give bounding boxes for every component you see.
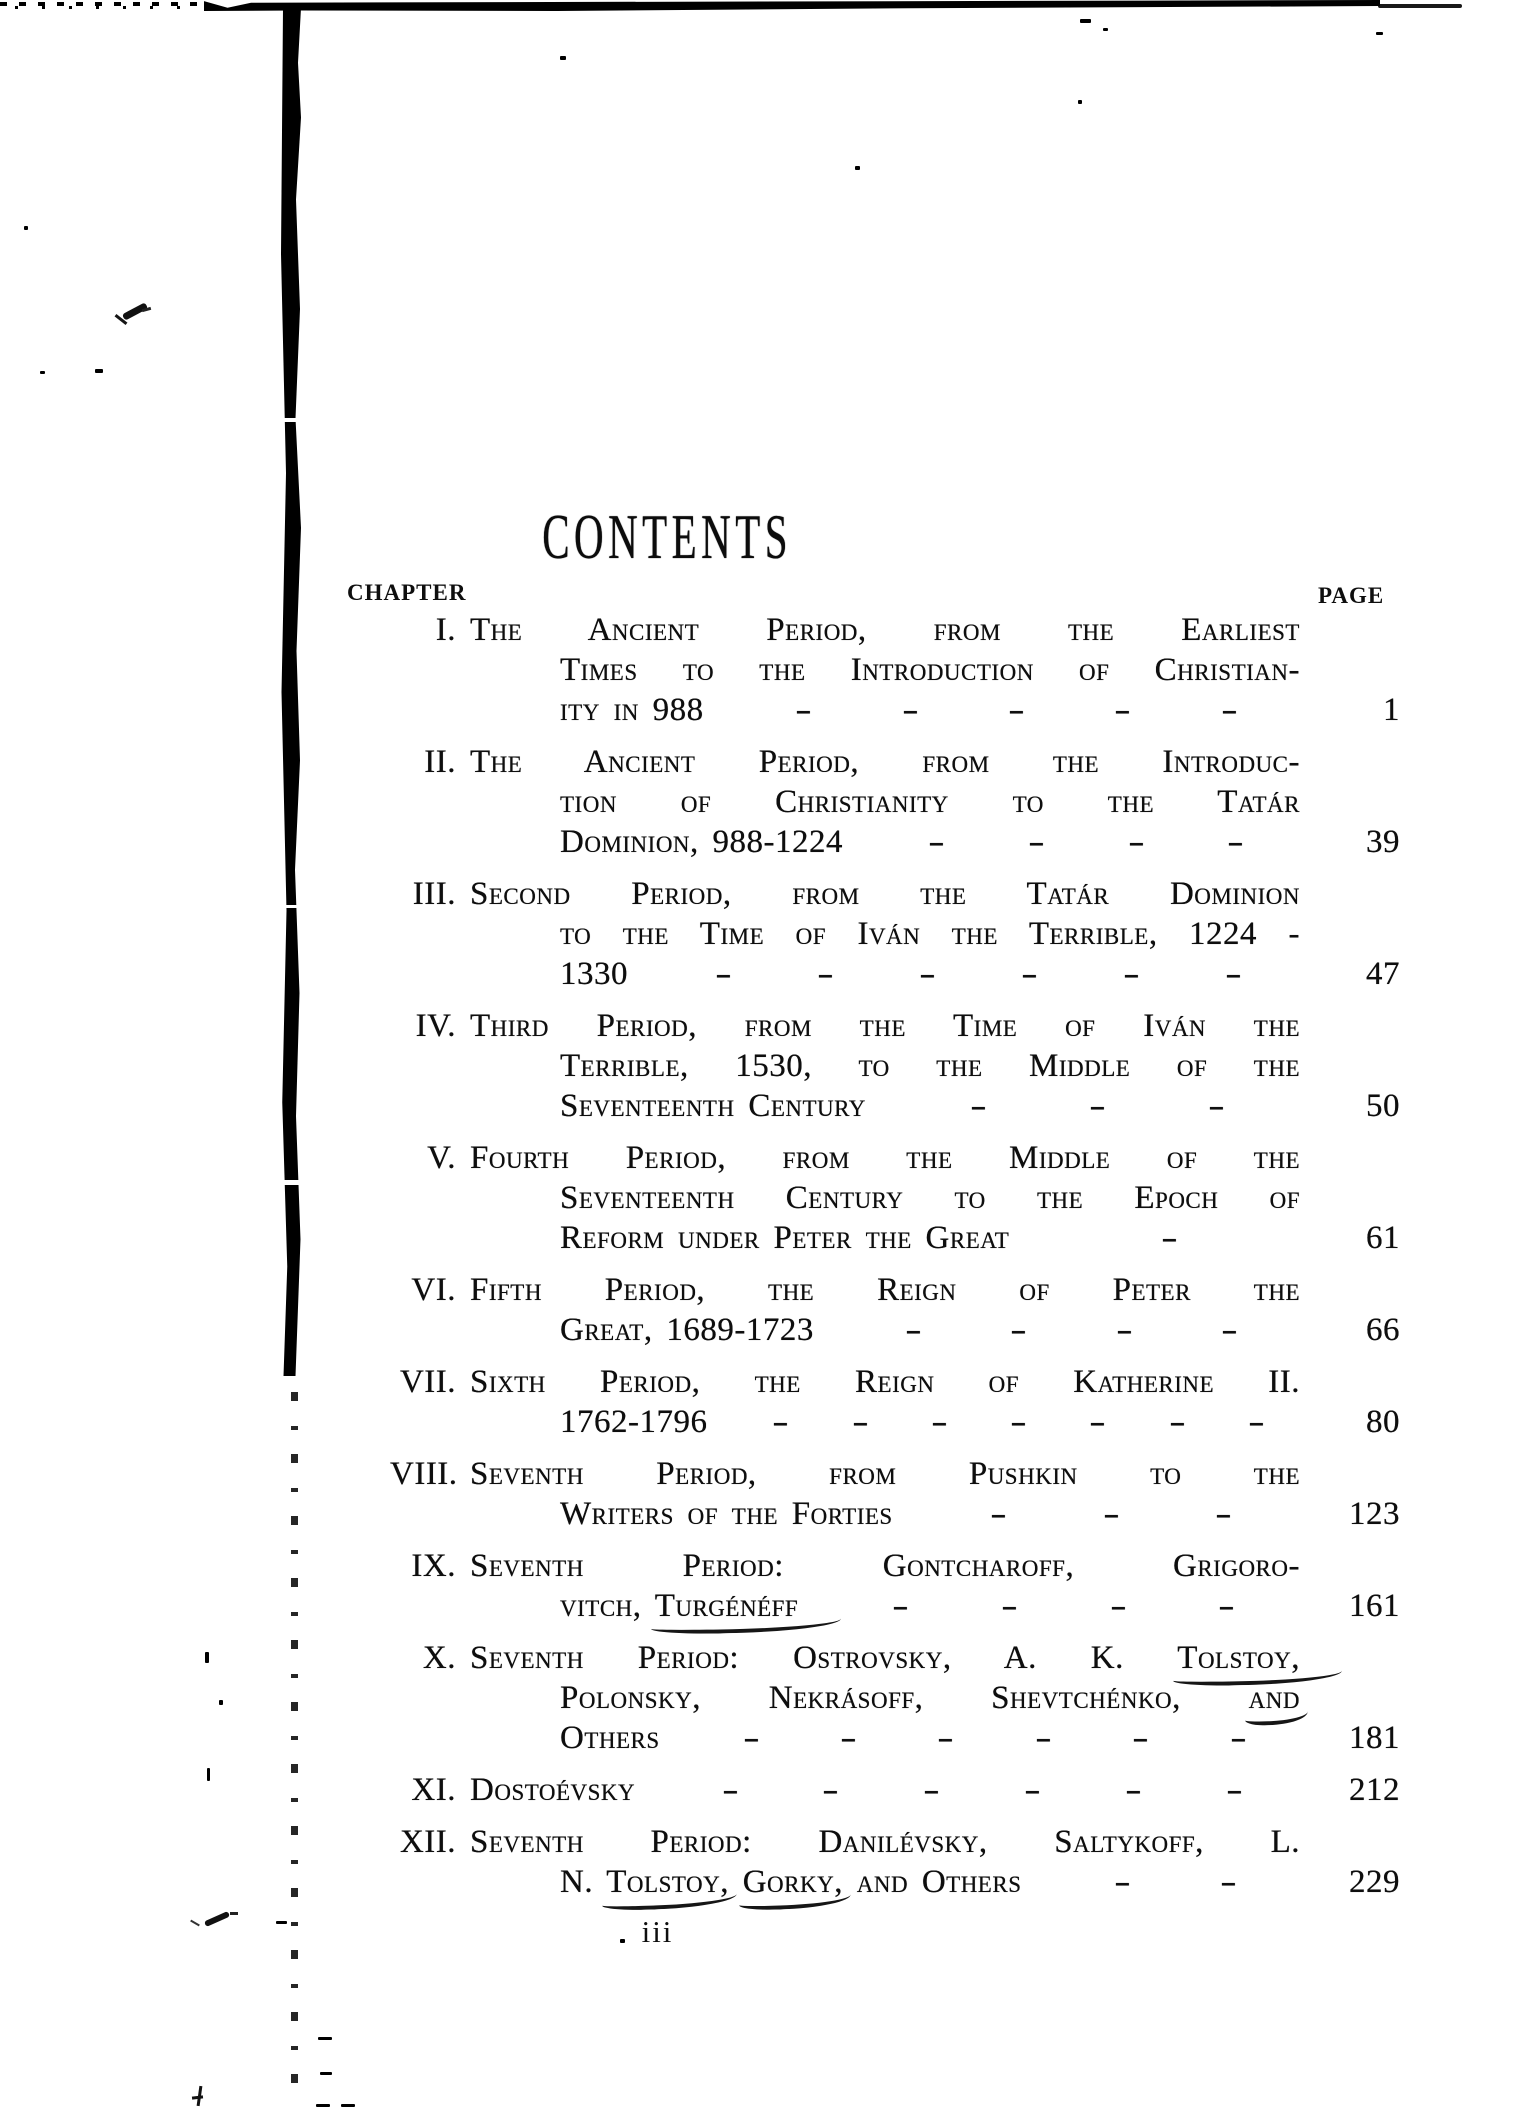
toc-line-text (470, 1454, 1300, 1494)
toc-line-text (560, 1218, 1009, 1258)
entry-page-number: 50 (1366, 1088, 1400, 1124)
entry-page-number: 229 (1349, 1864, 1400, 1900)
leader-dash: - (1221, 1312, 1239, 1348)
text-segment: N. (560, 1864, 607, 1900)
text-segment: Second Period, from the Tatár Dominion (470, 876, 1300, 912)
toc-line-text (470, 742, 1300, 782)
chapter-numeral: X. (422, 1640, 456, 1676)
leader-dash: - (1008, 692, 1026, 728)
toc-entry (390, 610, 1400, 730)
dash-leader (1009, 1218, 1330, 1258)
toc-line (390, 1362, 1400, 1402)
toc-line-text (470, 1546, 1300, 1586)
toc-line (390, 1270, 1400, 1310)
leader-dash: - (795, 692, 813, 728)
text-segment: The Ancient Period, from the Earliest (470, 612, 1300, 648)
ink-speck (316, 2104, 330, 2107)
entry-page-number: 1 (1383, 692, 1400, 728)
leader-dash: - (1132, 1720, 1150, 1756)
leader-dash: - (822, 1772, 840, 1808)
dash-leader (843, 822, 1330, 862)
pencil-underlined-text: and (1248, 1680, 1300, 1716)
text-segment: Dominion, 988-1224 (560, 824, 844, 860)
toc-line (390, 1138, 1400, 1178)
toc-line (390, 954, 1400, 994)
toc-line (390, 610, 1400, 650)
ink-speck (95, 369, 103, 373)
leader-dash: - (970, 1088, 988, 1124)
binding-gutter-gap (276, 1180, 302, 1185)
toc-line-text (470, 1770, 635, 1810)
toc-line (390, 1218, 1400, 1258)
text-segment: Sixth Period, the Reign of Katherine II. (470, 1364, 1300, 1400)
toc-line (390, 1046, 1400, 1086)
toc-line (390, 1310, 1400, 1350)
toc-line-text (470, 1362, 1300, 1402)
text-segment: Fifth Period, the Reign of Peter the (470, 1272, 1300, 1308)
pencil-corner-mark (192, 2086, 204, 2110)
chapter-numeral: VI. (411, 1272, 456, 1308)
chapter-numeral: XII. (399, 1824, 456, 1860)
dash-leader (660, 1718, 1330, 1758)
toc-entry (390, 1822, 1400, 1902)
chapter-numeral: IV. (415, 1008, 456, 1044)
toc-line (390, 874, 1400, 914)
ink-speck (207, 1768, 210, 1781)
toc-line (390, 914, 1400, 954)
toc-entry (390, 1546, 1400, 1626)
text-segment: Writers of the Forties (560, 1496, 893, 1532)
leader-dash: - (1214, 1496, 1233, 1532)
text-segment: ity in 988 (560, 692, 704, 728)
text-segment: Times to the Introduction of Christian- (560, 652, 1300, 688)
ink-speck (205, 1652, 209, 1663)
toc-line-text (470, 1006, 1300, 1046)
leader-dash: - (901, 692, 920, 728)
chapter-numeral: VII. (399, 1364, 456, 1400)
ink-speck (320, 2072, 332, 2075)
text-segment: Seventh Period: Ostrovsky, A. K. (470, 1640, 1178, 1676)
ink-speck (560, 56, 566, 60)
text-segment: Great, 1689-1723 (560, 1312, 814, 1348)
toc-line (390, 822, 1400, 862)
chapter-column-label: CHAPTER (347, 580, 467, 605)
text-segment: The Ancient Period, from the Introduc- (470, 744, 1300, 780)
toc-line-text (560, 1718, 660, 1758)
leader-dash: - (937, 1720, 955, 1756)
dash-leader (893, 1494, 1330, 1534)
leader-dash: - (1226, 1772, 1244, 1808)
leader-dash: - (1127, 824, 1145, 860)
toc-entry (390, 1770, 1400, 1810)
toc-line-text (560, 650, 1300, 690)
toc-line (390, 1678, 1400, 1718)
text-segment: to the Time of Iván the Terrible, 1224 - (560, 916, 1300, 952)
leader-dash: - (928, 824, 946, 860)
text-segment: Others (560, 1720, 660, 1756)
text-segment: and Others (842, 1864, 1022, 1900)
text-segment: Seventeenth Century to the Epoch of (560, 1180, 1300, 1216)
toc-line (390, 1718, 1400, 1758)
leader-dash: - (1028, 824, 1046, 860)
leader-dash: - (851, 1404, 869, 1440)
toc-line-text (470, 610, 1300, 650)
dash-leader (628, 954, 1330, 994)
toc-line-text (470, 874, 1300, 914)
toc-line (390, 1178, 1400, 1218)
text-segment: 1762-1796 (560, 1404, 708, 1440)
text-segment: Seventeenth Century (560, 1088, 866, 1124)
leader-dash: - (904, 1312, 923, 1348)
toc-entry (390, 1638, 1400, 1758)
leader-dash: - (1113, 1864, 1132, 1900)
leader-dash: - (930, 1404, 949, 1440)
scan-top-edge-speckles (0, 2, 208, 11)
toc-line-text (470, 1822, 1300, 1862)
leader-dash: - (1218, 1588, 1236, 1624)
toc-line-text (560, 1862, 1022, 1902)
leader-dash: - (1089, 1088, 1107, 1124)
leader-dash: - (1220, 1864, 1238, 1900)
toc-line (390, 1862, 1400, 1902)
scan-top-edge-bar (204, 0, 1380, 11)
leader-dash: - (1123, 956, 1141, 992)
chapter-numeral: V. (427, 1140, 456, 1176)
ink-speck (1078, 100, 1082, 104)
entry-page-number: 61 (1366, 1220, 1400, 1256)
binding-gutter-gap (276, 905, 302, 908)
toc-line-text (560, 914, 1300, 954)
toc-line-text (470, 1270, 1300, 1310)
chapter-numeral: I. (435, 612, 456, 648)
toc-line-text (560, 1586, 798, 1626)
toc-entry (390, 1454, 1400, 1534)
leader-dash: - (1010, 1312, 1028, 1348)
dash-leader (704, 690, 1330, 730)
ink-speck (318, 2037, 332, 2040)
leader-dash: - (1161, 1220, 1179, 1256)
toc-line (390, 1586, 1400, 1626)
toc-entry (390, 874, 1400, 994)
pencil-check-mark (112, 302, 148, 336)
toc-line-text (470, 1638, 1300, 1678)
toc-line-text (560, 1046, 1300, 1086)
ink-speck (1080, 19, 1091, 23)
leader-dash: - (1109, 1588, 1128, 1624)
chapter-numeral: XI. (411, 1772, 456, 1808)
leader-dash: - (1116, 1312, 1134, 1348)
toc-line (390, 1006, 1400, 1046)
page-title: CONTENTS (542, 501, 792, 572)
pencil-underlined-text: Turgénéff (654, 1588, 799, 1624)
toc-line (390, 1086, 1400, 1126)
dash-leader (866, 1086, 1330, 1126)
dash-leader (1022, 1862, 1331, 1902)
leader-dash: - (1247, 1404, 1266, 1440)
leader-dash: - (1114, 692, 1132, 728)
toc-entry (390, 1270, 1400, 1350)
toc-line (390, 1402, 1400, 1442)
text-segment: Third Period, from the Time of Iván the (470, 1008, 1300, 1044)
leader-dash: - (715, 956, 733, 992)
toc-line-text (560, 1178, 1300, 1218)
ink-speck (855, 166, 860, 170)
leader-dash: - (1024, 1772, 1042, 1808)
leader-dash: - (817, 956, 835, 992)
toc-line-text (560, 954, 628, 994)
leader-dash: - (1168, 1404, 1186, 1440)
toc-entries (390, 610, 1400, 1914)
ink-speck (219, 1700, 223, 1705)
leader-dash: - (1125, 1772, 1143, 1808)
toc-line (390, 690, 1400, 730)
entry-page-number: 47 (1366, 956, 1400, 992)
folio-page-number: iii (641, 1914, 674, 1949)
toc-line (390, 782, 1400, 822)
pencil-underlined-text: Gorky, (742, 1864, 843, 1900)
leader-dash: - (1001, 1588, 1019, 1624)
pencil-underlined-text: Tolstoy, (1177, 1640, 1300, 1676)
ink-speck (24, 226, 28, 230)
dash-leader (814, 1310, 1330, 1350)
dash-leader (708, 1402, 1331, 1442)
leader-dash: - (1089, 1404, 1107, 1440)
toc-line-text (560, 1402, 708, 1442)
leader-dash: - (919, 956, 937, 992)
text-segment: 1330 (560, 956, 628, 992)
entry-page-number: 66 (1366, 1312, 1400, 1348)
toc-line-text (560, 1494, 893, 1534)
leader-dash: - (1225, 956, 1243, 992)
leader-dash: - (772, 1404, 790, 1440)
toc-line (390, 742, 1400, 782)
toc-line-text (560, 822, 843, 862)
chapter-numeral: VIII. (390, 1456, 458, 1492)
leader-dash: - (1220, 692, 1239, 728)
text-segment: Dostoévsky (470, 1772, 636, 1808)
leader-dash: - (1208, 1088, 1226, 1124)
leader-dash: - (1034, 1720, 1053, 1756)
text-segment: vitch, (560, 1588, 655, 1624)
toc-line (390, 1454, 1400, 1494)
dash-leader (635, 1770, 1330, 1810)
toc-line-text (560, 690, 704, 730)
leader-dash: - (1021, 956, 1039, 992)
chapter-numeral: IX. (411, 1548, 456, 1584)
leader-dash: - (840, 1720, 858, 1756)
toc-line-text (470, 1138, 1300, 1178)
text-segment: Polonsky, Nekrásoff, Shevtchénko, (560, 1680, 1249, 1716)
entry-page-number: 80 (1366, 1404, 1400, 1440)
title-row (367, 500, 967, 574)
text-segment: Seventh Period: Danilévsky, Saltykoff, L. (470, 1824, 1300, 1860)
binding-gutter-edge (276, 8, 301, 1376)
chapter-numeral: III. (412, 876, 456, 912)
ink-speck (1103, 28, 1108, 31)
toc-entry (390, 1006, 1400, 1126)
entry-page-number: 181 (1349, 1720, 1400, 1756)
leader-dash: - (1010, 1404, 1028, 1440)
chapter-numeral: II. (424, 744, 456, 780)
entry-page-number: 212 (1349, 1772, 1400, 1808)
toc-line (390, 1638, 1400, 1678)
binding-gutter-gap (276, 418, 302, 422)
ink-speck (1376, 32, 1383, 35)
page-column-label: PAGE (1318, 583, 1385, 608)
toc-entry (390, 742, 1400, 862)
toc-line (390, 1770, 1400, 1810)
leader-dash: - (1102, 1496, 1120, 1532)
text-segment: Terrible, 1530, to the Middle of the (560, 1048, 1300, 1084)
toc-line (390, 1494, 1400, 1534)
toc-line (390, 1546, 1400, 1586)
toc-line-text (560, 1086, 866, 1126)
leader-dash: - (990, 1496, 1008, 1532)
leader-dash: - (721, 1772, 739, 1808)
text-segment: tion of Christianity to the Tatár (560, 784, 1300, 820)
toc-line-text (560, 782, 1300, 822)
text-segment: Seventh Period, from Pushkin to the (470, 1456, 1300, 1492)
scan-top-edge-bar-tail (1378, 4, 1462, 8)
ink-speck (341, 2104, 355, 2107)
text-segment: Seventh Period: Gontcharoff, Grigoro- (470, 1548, 1300, 1584)
toc-line (390, 1822, 1400, 1862)
leader-dash: - (923, 1772, 941, 1808)
dash-leader (798, 1586, 1330, 1626)
text-segment: Fourth Period, from the Middle of the (470, 1140, 1300, 1176)
toc-line-text (560, 1310, 814, 1350)
toc-entry (390, 1362, 1400, 1442)
toc-line (390, 650, 1400, 690)
leader-dash: - (892, 1588, 910, 1624)
toc-entry (390, 1138, 1400, 1258)
text-segment: Reform under Peter the Great (560, 1220, 1010, 1256)
leader-dash: - (742, 1720, 760, 1756)
binding-gutter-dashes (291, 1392, 298, 2107)
pencil-underlined-text: Tolstoy, (606, 1864, 729, 1900)
ink-speck (40, 371, 45, 374)
entry-page-number: 39 (1366, 824, 1400, 860)
leader-dash: - (1229, 1720, 1247, 1756)
entry-page-number: 161 (1349, 1588, 1400, 1624)
leader-dash: - (1227, 824, 1245, 860)
entry-page-number: 123 (1349, 1496, 1400, 1532)
